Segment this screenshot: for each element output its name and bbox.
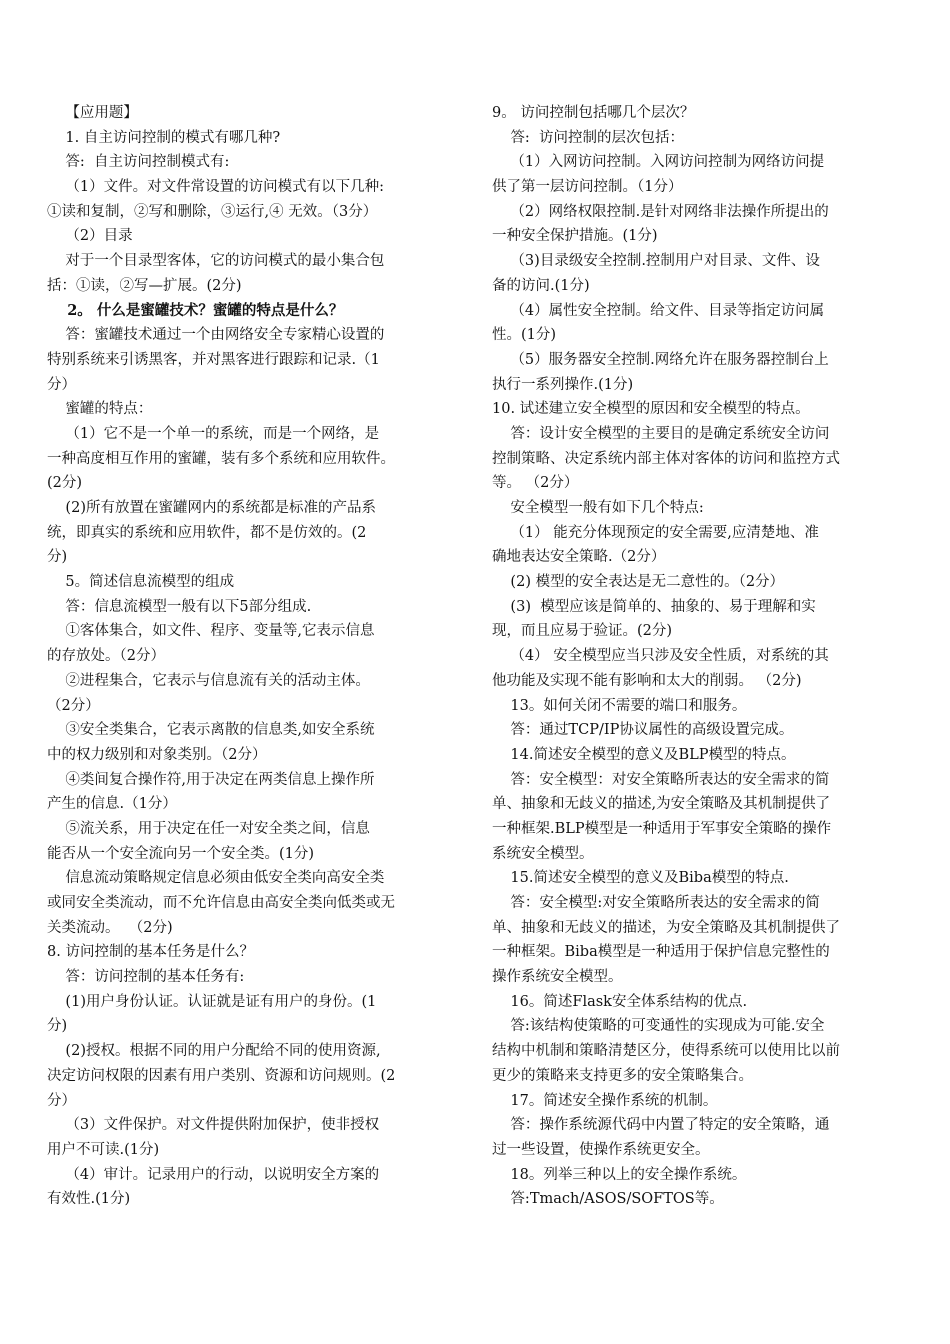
text-line: （1） 能充分体现预定的安全需要,应清楚地、准 [492, 524, 819, 541]
text-line: 分) [47, 549, 68, 566]
text-line: 安全模型一般有如下几个特点: [492, 500, 704, 516]
text-line: 分） [47, 1092, 76, 1109]
text-line: 对于一个目录型客体，它的访问模式的最小集合包 [47, 253, 385, 270]
text-line: 决定访问权限的因素有用户类别、资源和访问规则。(2 [47, 1067, 396, 1084]
text-line: 他功能及实现不能有影响和太大的削弱。 （2分) [492, 672, 802, 689]
text-line: (1)用户身份认证。认证就是证有用户的身份。(1 [47, 993, 377, 1010]
text-line: 能否从一个安全流向另一个安全类。(1分) [47, 845, 315, 862]
text-line: 分） [47, 376, 76, 393]
text-line: （2分） [47, 697, 100, 714]
text-line: 信息流动策略规定信息必须由低安全类向高安全类 [47, 870, 385, 887]
text-line: ①读和复制，②写和删除，③运行,④ 无效。（3分） [47, 203, 378, 220]
right-column [492, 101, 900, 1212]
text-line: 一种框架。Biba模型是一种适用于保护信息完整性的 [492, 944, 830, 961]
text-line: 【应用题】 [47, 105, 138, 121]
text-line: 等。 （2分） [492, 475, 579, 492]
text-line: (2) 模型的安全表达是无二意性的。（2分） [492, 574, 785, 591]
text-line: 特别系统来引诱黑客，并对黑客进行跟踪和记录.（1 [47, 351, 380, 368]
text-line: 用户不可读.(1分) [47, 1141, 160, 1158]
text-line: （3）文件保护。对文件提供附加保护，使非授权 [47, 1117, 380, 1134]
text-line: （2）网络权限控制.是针对网络非法操作所提出的 [492, 203, 829, 220]
left-column [47, 101, 451, 1212]
text-line: (2)授权。根据不同的用户分配给不同的使用资源, [47, 1043, 381, 1060]
text-line: (3) 模型应该是简单的、抽象的、易于理解和实 [492, 598, 816, 615]
text-line: ⑤流关系，用于决定在任一对安全类之间，信息 [47, 820, 370, 837]
text-line: ③安全类集合，它表示离散的信息类,如安全系统 [47, 722, 375, 739]
text-line: 答: 自主访问控制模式有: [47, 154, 230, 171]
text-line: 17。简述安全操作系统的机制。 [492, 1092, 718, 1109]
text-line: 18。列举三种以上的安全操作系统。 [492, 1166, 747, 1183]
text-line: （1）文件。对文件常设置的访问模式有以下几种: [47, 179, 385, 196]
text-line: 2。 什么是蜜罐技术？蜜罐的特点是什么？ [47, 301, 344, 319]
text-line: 的存放处。（2分） [47, 648, 165, 665]
text-line: 一种安全保护措施。(1分) [492, 228, 658, 245]
text-line: 过一些设置，使操作系统更安全。 [492, 1141, 710, 1158]
text-line: 供了第一层访问控制。（1分） [492, 179, 683, 196]
text-line: 括：①读，②写—扩展。(2分) [47, 277, 242, 294]
text-line: 分) [47, 1018, 68, 1035]
text-line: 14.简述安全模型的意义及BLP模型的特点。 [492, 746, 796, 763]
text-line: 16。简述Flask安全体系结构的优点. [492, 993, 748, 1010]
text-line: (2分) [47, 475, 83, 492]
text-line: 产生的信息.（1分） [47, 796, 177, 813]
text-line: 系统安全模型。 [492, 845, 594, 862]
text-line: 5。简述信息流模型的组成 [47, 574, 235, 591]
text-line: 备的访问.(1分) [492, 277, 590, 294]
text-line: 一种高度相互作用的蜜罐，装有多个系统和应用软件。 [47, 450, 395, 467]
text-line: 关类流动。 （2分) [47, 919, 173, 936]
text-line: 答：信息流模型一般有以下5部分组成. [47, 598, 312, 615]
text-line: 8. 访问控制的基本任务是什么？ [47, 944, 254, 961]
text-line: 结构中机制和策略清楚区分，使得系统可以使用比以前 [492, 1043, 840, 1060]
text-line: 执行一系列操作.(1分) [492, 376, 634, 393]
text-line: （4）属性安全控制。给文件、目录等指定访问属 [492, 302, 825, 319]
text-line: 答：安全模型:对安全策略所表达的安全需求的简 [492, 895, 820, 911]
text-line: 9。 访问控制包括哪几个层次？ [492, 105, 695, 121]
text-line: 答：操作系统源代码中内置了特定的安全策略，通 [492, 1117, 830, 1134]
text-line: 单、抽象和无歧义的描述，为安全策略及其机制提供了 [492, 919, 840, 936]
text-line: 答: 访问控制的层次包括： [492, 129, 685, 146]
text-line: 10. 试述建立安全模型的原因和安全模型的特点。 [492, 401, 810, 418]
text-line: 中的权力级别和对象类别。（2分） [47, 746, 267, 763]
text-line: ④类间复合操作符,用于决定在两类信息上操作所 [47, 771, 375, 788]
text-line: 1. 自主访问控制的模式有哪几种? [47, 129, 281, 146]
text-line: 13。如何关闭不需要的端口和服务。 [492, 697, 747, 714]
text-line: 控制策略、决定系统内部主体对客体的访问和监控方式 [492, 450, 840, 467]
text-line: 答：设计安全模型的主要目的是确定系统安全访问 [492, 425, 830, 442]
text-line: 答：蜜罐技术通过一个由网络安全专家精心设置的 [47, 327, 385, 344]
text-line: 答：访问控制的基本任务有: [47, 969, 245, 986]
text-line: 一种框架.BLP模型是一种适用于军事安全策略的操作 [492, 820, 832, 837]
text-line: （3)目录级安全控制.控制用户对目录、文件、设 [492, 253, 820, 270]
text-line: 答：安全模型：对安全策略所表达的安全需求的简 [492, 771, 830, 788]
text-line: 操作系统安全模型。 [492, 969, 623, 986]
text-line: ①客体集合，如文件、程序、变量等,它表示信息 [47, 623, 375, 640]
text-line: （1）它不是一个单一的系统，而是一个网络，是 [47, 425, 380, 442]
text-line: 答:Tmach/ASOS/SOFTOS等。 [492, 1191, 724, 1208]
text-line: 统，即真实的系统和应用软件，都不是仿效的。(2 [47, 524, 367, 541]
text-line: 蜜罐的特点： [47, 401, 153, 418]
text-line: 15.简述安全模型的意义及Biba模型的特点. [492, 870, 789, 887]
text-line: (2)所有放置在蜜罐网内的系统都是标准的产品系 [47, 500, 376, 516]
text-line: ②进程集合，它表示与信息流有关的活动主体。 [47, 672, 370, 689]
text-line: 答：通过TCP/IP协议属性的高级设置完成。 [492, 722, 794, 739]
text-line: 现，而且应易于验证。(2分) [492, 623, 673, 640]
text-line: 或同安全类流动，而不允许信息由高安全类向低类或无 [47, 895, 395, 911]
text-line: 更少的策略来支持更多的安全策略集合。 [492, 1067, 753, 1084]
text-line: （5）服务器安全控制.网络允许在服务器控制台上 [492, 351, 829, 368]
text-line: 确地表达安全策略.（2分） [492, 549, 666, 566]
text-line: 有效性.(1分) [47, 1191, 131, 1208]
text-line: （1）入网访问控制。入网访问控制为网络访问提 [492, 154, 825, 171]
text-line: 单、抽象和无歧义的描述,为安全策略及其机制提供了 [492, 796, 831, 813]
text-line: 答:该结构使策略的可变通性的实现成为可能.安全 [492, 1018, 825, 1035]
text-line: 性。(1分) [492, 327, 557, 344]
text-line: （4） 安全模型应当只涉及安全性质，对系统的其 [492, 648, 829, 665]
text-line: （4）审计。记录用户的行动，以说明安全方案的 [47, 1166, 380, 1183]
text-line: （2）目录 [47, 228, 133, 245]
